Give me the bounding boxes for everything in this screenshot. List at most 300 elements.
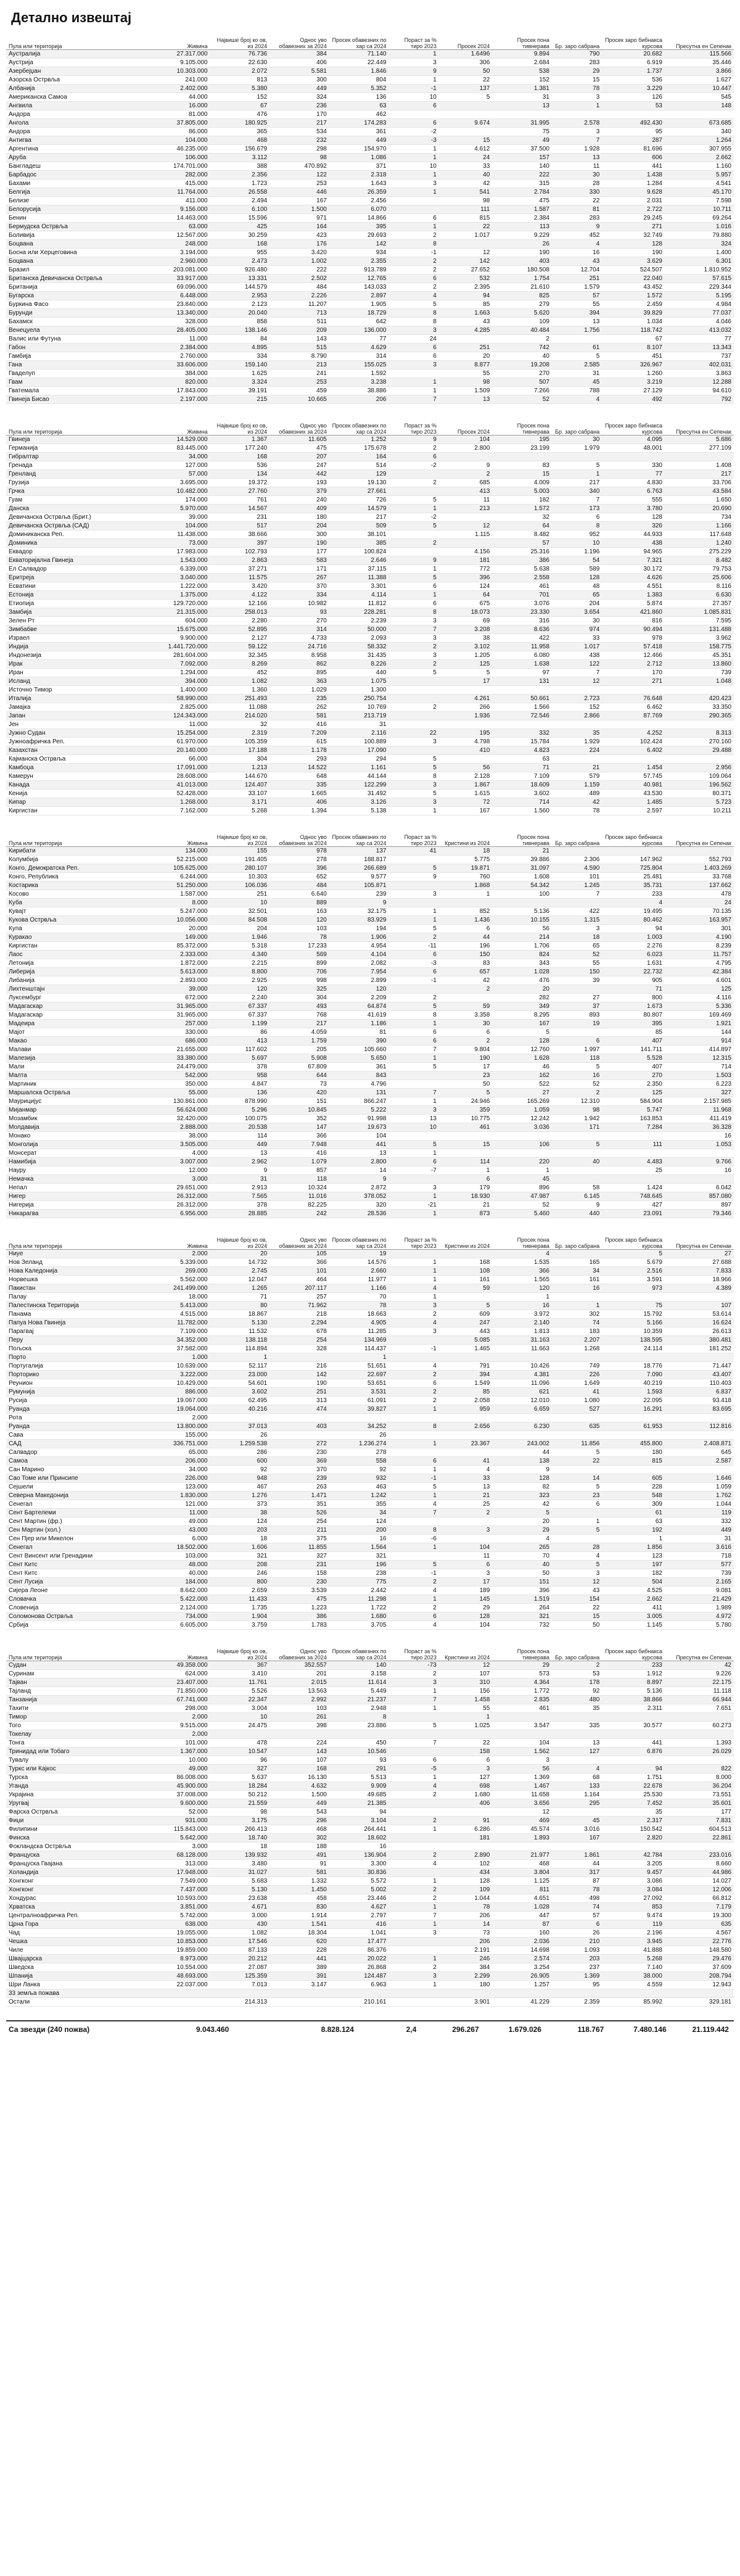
table-cell: 6.000 — [150, 1535, 210, 1543]
table-row — [6, 1929, 734, 1938]
table-cell: 5 — [492, 1509, 552, 1517]
table-cell: 29.488 — [665, 746, 734, 755]
table-cell: 407 — [602, 1063, 665, 1071]
table-cell: 11.000 — [150, 335, 210, 344]
table-cell: 16.130 — [269, 1773, 329, 1782]
table-cell — [665, 1466, 734, 1474]
table-row — [6, 1388, 734, 1397]
table-cell: 10.482.000 — [150, 487, 210, 496]
table-cell: 25 — [602, 1166, 665, 1175]
table-cell: 2.000 — [150, 1730, 210, 1739]
territory-name: Летонија — [6, 959, 150, 968]
table-cell — [492, 1353, 552, 1362]
table-row — [6, 1517, 734, 1526]
table-cell: 1.772 — [492, 1687, 552, 1696]
table-cell: 718 — [665, 1552, 734, 1561]
table-cell: 13 — [439, 395, 492, 404]
table-cell — [552, 110, 602, 119]
table-cell: 642 — [329, 318, 389, 326]
table-row — [6, 1722, 734, 1730]
table-cell: 493 — [269, 1002, 329, 1011]
column-header: Просек пона тивнерава — [492, 829, 552, 847]
table-cell — [665, 686, 734, 695]
table-cell: 9.600.000 — [150, 1799, 210, 1808]
territory-name: Португалија — [6, 1362, 150, 1371]
table-cell: 72 — [439, 798, 492, 807]
table-cell: 11.575 — [210, 574, 270, 582]
table-cell: 328 — [269, 1345, 329, 1353]
report-section — [6, 1232, 734, 1630]
table-cell: 296 — [269, 1817, 329, 1825]
table-cell: 95 — [602, 128, 665, 136]
table-cell: 430 — [210, 1920, 270, 1929]
table-cell: 449 — [269, 1799, 329, 1808]
table-row — [6, 1166, 734, 1175]
table-cell: 958 — [210, 1071, 270, 1080]
table-cell: 380.481 — [665, 1336, 734, 1345]
table-row — [6, 513, 734, 522]
territory-name: Аустралија — [6, 50, 150, 59]
table-cell — [269, 1989, 329, 1998]
table-cell: 2.662 — [602, 1595, 665, 1604]
table-cell: 78 — [269, 933, 329, 942]
table-cell: 168 — [210, 240, 270, 249]
table-cell: 31 — [210, 1175, 270, 1184]
table-cell: 266 — [439, 703, 492, 712]
table-cell: 7.140 — [602, 1963, 665, 1972]
table-row — [6, 1587, 734, 1595]
table-cell: 15 — [439, 136, 492, 145]
territory-name: Намибија — [6, 1158, 150, 1166]
table-cell: 1.085.831 — [665, 608, 734, 617]
table-cell — [388, 856, 438, 864]
table-cell — [492, 686, 552, 695]
table-cell: 86.376 — [329, 1946, 389, 1955]
table-cell: 21 — [552, 764, 602, 772]
territory-name: Шри Ланка — [6, 1981, 150, 1989]
table-cell: 66.000 — [150, 755, 210, 764]
table-cell: 8.958 — [269, 651, 329, 660]
table-cell: 87.769 — [602, 712, 665, 720]
table-cell: 235 — [269, 695, 329, 703]
table-cell: 27.652 — [439, 266, 492, 275]
table-cell: 61.091 — [329, 1397, 389, 1405]
table-cell: 267 — [269, 574, 329, 582]
table-cell — [388, 1834, 438, 1843]
table-cell: 2.127 — [210, 634, 270, 643]
table-cell: 725.804 — [602, 864, 665, 873]
table-cell: 5.780 — [665, 1621, 734, 1630]
table-cell: -1 — [388, 1569, 438, 1578]
territory-name: Либанија — [6, 976, 150, 985]
table-cell: 1.503 — [665, 1071, 734, 1080]
table-cell: 304 — [269, 994, 329, 1002]
table-cell: 19 — [552, 1020, 602, 1028]
table-row — [6, 1210, 734, 1218]
table-cell — [388, 720, 438, 729]
table-cell — [602, 1989, 665, 1998]
table-cell — [388, 530, 438, 539]
table-row — [6, 591, 734, 600]
table-cell: 7.549.000 — [150, 1877, 210, 1886]
table-row — [6, 916, 734, 925]
territory-name: Бенин — [6, 214, 150, 223]
table-cell: 14.463.000 — [150, 214, 210, 223]
column-header: Живина — [150, 1232, 210, 1250]
column-header: Пресутна ен Сепенак — [665, 829, 734, 847]
table-cell: 9.900.000 — [150, 634, 210, 643]
table-cell: 478 — [210, 1739, 270, 1748]
data-table — [6, 829, 734, 1218]
table-cell: 1.332 — [269, 1877, 329, 1886]
table-cell: 8.000 — [665, 1773, 734, 1782]
table-cell: 4.541 — [665, 180, 734, 188]
table-cell: 4.823 — [492, 746, 552, 755]
table-cell: 366 — [492, 1267, 552, 1276]
table-cell: 5 — [388, 522, 438, 530]
table-cell: 54 — [552, 556, 602, 565]
table-row — [6, 873, 734, 881]
table-row — [6, 781, 734, 790]
table-cell: 527 — [552, 1405, 602, 1414]
table-cell: 40.000 — [150, 1569, 210, 1578]
table-cell: 1.394 — [269, 807, 329, 815]
table-cell: 1 — [388, 76, 438, 85]
table-cell: 12.315 — [665, 1054, 734, 1063]
table-cell: 10.429.000 — [150, 1379, 210, 1388]
table-cell: 93 — [269, 608, 329, 617]
table-cell: 156.679 — [210, 145, 270, 154]
table-cell: 7.284 — [602, 1123, 665, 1132]
table-cell: 3.084 — [602, 1886, 665, 1894]
table-cell: 2.800 — [329, 1158, 389, 1166]
table-cell: 44.933 — [602, 530, 665, 539]
table-cell: 5.380 — [210, 85, 270, 93]
territory-name: Есватини — [6, 582, 150, 591]
table-cell: 214.313 — [210, 1998, 270, 2007]
column-header: Живина — [150, 829, 210, 847]
table-cell: 50.000 — [329, 625, 389, 634]
table-cell: 7.651 — [665, 1704, 734, 1713]
table-cell: 12 — [439, 522, 492, 530]
table-cell: 441 — [329, 1141, 389, 1149]
table-cell: 6.244.000 — [150, 873, 210, 881]
table-cell — [388, 1431, 438, 1440]
table-cell: 120 — [329, 985, 389, 994]
table-cell: 52 — [492, 1201, 552, 1210]
table-cell: 739 — [665, 1569, 734, 1578]
table-cell: 5.572 — [329, 1877, 389, 1886]
table-row — [6, 1552, 734, 1561]
table-cell: 147 — [269, 1123, 329, 1132]
table-cell: 853 — [602, 1903, 665, 1912]
table-cell: 2.866 — [552, 712, 602, 720]
table-row — [6, 1578, 734, 1587]
table-cell: 43 — [552, 257, 602, 266]
table-row — [6, 1972, 734, 1981]
table-cell: 57 — [552, 1912, 602, 1920]
table-cell: 11.532 — [210, 1327, 270, 1336]
table-cell: 91 — [439, 1817, 492, 1825]
table-cell: 9 — [492, 1466, 552, 1474]
territory-name: Ел Салвадор — [6, 565, 150, 574]
column-header: Пресутна ен Сепенак — [665, 1643, 734, 1661]
table-cell: 7.833 — [665, 1267, 734, 1276]
table-cell: 134 — [210, 470, 270, 479]
table-cell: 330 — [552, 188, 602, 197]
table-cell: 91.998 — [329, 1115, 389, 1123]
table-cell: 109 — [492, 318, 552, 326]
table-cell: 6.630 — [665, 591, 734, 600]
table-cell: 1.608 — [492, 873, 552, 881]
table-cell: 8.800 — [210, 968, 270, 976]
table-cell: 10.211 — [665, 807, 734, 815]
table-cell: 8 — [552, 522, 602, 530]
table-cell: 449 — [210, 1141, 270, 1149]
table-cell: 151 — [492, 1578, 552, 1587]
table-cell: 5.637 — [210, 1773, 270, 1782]
table-cell: 2.140 — [492, 1319, 552, 1327]
table-cell: 822 — [665, 1765, 734, 1773]
column-header: Највише број ко ов, из 2024 — [210, 1643, 270, 1661]
column-header: Пораст за % тиро 2023 — [388, 829, 438, 847]
table-cell: 22.040 — [602, 275, 665, 283]
table-cell: 38.101 — [329, 530, 389, 539]
table-cell: -6 — [388, 1535, 438, 1543]
table-cell: 40.216 — [210, 1405, 270, 1414]
table-cell: 1 — [602, 1535, 665, 1543]
table-cell: 2.913 — [210, 1184, 270, 1192]
table-cell: 110.403 — [665, 1379, 734, 1388]
table-row — [6, 1661, 734, 1670]
table-cell: 9 — [388, 873, 438, 881]
table-cell: 279 — [492, 300, 552, 309]
table-cell: 1 — [388, 1903, 438, 1912]
data-table — [6, 1232, 734, 1630]
table-cell: 195 — [439, 729, 492, 738]
table-cell: 9.474 — [602, 1912, 665, 1920]
table-cell: 1.086 — [329, 154, 389, 162]
table-cell: 181 — [439, 1834, 492, 1843]
table-cell: 124 — [329, 1517, 389, 1526]
table-row — [6, 1713, 734, 1722]
table-cell: 1.383 — [602, 591, 665, 600]
table-cell: 144.579 — [210, 283, 270, 292]
table-cell: 2 — [388, 539, 438, 548]
table-cell: 581 — [269, 712, 329, 720]
table-cell: 517 — [210, 522, 270, 530]
table-cell: 813 — [210, 76, 270, 85]
table-cell: 3.629 — [602, 257, 665, 266]
table-cell: 24.946 — [439, 1097, 492, 1106]
table-row — [6, 197, 734, 205]
table-cell: 190 — [602, 249, 665, 257]
table-cell: 1.509 — [439, 387, 492, 395]
table-row — [6, 59, 734, 67]
table-cell: 16.624 — [665, 1319, 734, 1327]
table-cell: -21 — [388, 1201, 438, 1210]
table-cell: 536 — [210, 461, 270, 470]
table-cell — [388, 1713, 438, 1722]
table-cell: 37.609 — [665, 1963, 734, 1972]
report-title: Детално извештај — [11, 10, 132, 25]
table-cell: 217 — [269, 1020, 329, 1028]
table-cell: 425 — [210, 223, 270, 231]
territory-name: Тонга — [6, 1739, 150, 1748]
table-cell — [439, 1431, 492, 1440]
table-cell: 3.194.000 — [150, 249, 210, 257]
table-cell: 1.367 — [210, 436, 270, 444]
table-cell — [552, 1989, 602, 1998]
table-cell — [665, 755, 734, 764]
table-cell: 5 — [439, 1089, 492, 1097]
table-row — [6, 582, 734, 591]
table-cell: 624.000 — [150, 1670, 210, 1678]
table-cell: 78 — [329, 1302, 389, 1310]
table-cell: 577 — [665, 1561, 734, 1569]
table-cell: 86 — [210, 1028, 270, 1037]
table-cell: 5.650 — [329, 1054, 389, 1063]
table-cell: 1.044 — [665, 1500, 734, 1509]
table-cell: 17.233 — [269, 942, 329, 951]
table-cell: 4 — [602, 899, 665, 907]
territory-name: Финска — [6, 1834, 150, 1843]
table-cell: 524.507 — [602, 266, 665, 275]
table-cell: 6.956.000 — [150, 1210, 210, 1218]
table-row — [6, 968, 734, 976]
table-cell: 22.347 — [210, 1696, 270, 1704]
table-cell: 5.352 — [329, 85, 389, 93]
territory-name: Кукова Острвља — [6, 916, 150, 925]
table-cell: 1.663 — [439, 309, 492, 318]
table-cell: 9.894 — [492, 50, 552, 59]
territory-name: Бермудска Острвља — [6, 223, 150, 231]
table-cell: 1.543.000 — [150, 556, 210, 565]
table-cell: 28 — [552, 1543, 602, 1552]
table-cell: 1.650 — [665, 496, 734, 505]
column-header: Бр. заро сабрана — [552, 1643, 602, 1661]
table-cell: 5.085 — [439, 1336, 492, 1345]
table-row — [6, 102, 734, 110]
table-cell: 33 — [439, 1474, 492, 1483]
table-cell: 10.426 — [492, 1362, 552, 1371]
table-cell: 1.893 — [492, 1834, 552, 1843]
table-row — [6, 695, 734, 703]
table-cell: 55 — [439, 369, 492, 378]
table-cell — [602, 110, 665, 119]
table-cell: 254 — [269, 1517, 329, 1526]
table-cell: 193 — [269, 479, 329, 487]
table-cell: 2.656 — [439, 1422, 492, 1431]
table-cell: 18.284 — [210, 1782, 270, 1791]
table-row — [6, 1466, 734, 1474]
table-row — [6, 1569, 734, 1578]
table-cell: 931.000 — [150, 1817, 210, 1825]
table-cell: 57.000 — [150, 470, 210, 479]
territory-name: Мијанмар — [6, 1106, 150, 1115]
table-cell: 830 — [269, 1903, 329, 1912]
table-cell: 6.837 — [665, 1388, 734, 1397]
table-cell — [439, 539, 492, 548]
table-cell: 3.547 — [492, 1722, 552, 1730]
territory-name: Никарагва — [6, 1210, 150, 1218]
table-cell: 1 — [388, 1440, 438, 1448]
table-cell: 206 — [329, 395, 389, 404]
table-cell — [388, 1071, 438, 1080]
table-cell: 18 — [210, 1535, 270, 1543]
table-row — [6, 1834, 734, 1843]
territory-name: Самоа — [6, 1457, 150, 1466]
table-cell — [665, 1414, 734, 1422]
table-cell: 18.609 — [492, 781, 552, 790]
table-cell: 5 — [388, 1141, 438, 1149]
table-cell: 1.541 — [269, 1920, 329, 1929]
table-cell: 4.796 — [329, 1080, 389, 1089]
table-cell: 287 — [602, 136, 665, 145]
table-cell: 298.000 — [150, 1704, 210, 1713]
table-cell: 7 — [388, 1046, 438, 1054]
table-cell: 1.471 — [269, 1492, 329, 1500]
totals-population: 9.043.460 — [195, 2025, 229, 2034]
table-cell: 253 — [269, 378, 329, 387]
table-cell: 11.016 — [269, 1192, 329, 1201]
table-cell — [388, 1552, 438, 1561]
table-cell: 163.853 — [602, 1115, 665, 1123]
table-cell: 222 — [492, 171, 552, 180]
table-cell: 233 — [602, 1661, 665, 1670]
table-cell: 81 — [552, 205, 602, 214]
table-cell: 11.438.000 — [150, 530, 210, 539]
territory-name: Колумбија — [6, 856, 150, 864]
table-cell: 6 — [388, 1756, 438, 1765]
table-cell: 11.207 — [269, 300, 329, 309]
table-cell: 270.160 — [665, 738, 734, 746]
table-cell: 310 — [439, 1678, 492, 1687]
table-cell: 10.665 — [269, 395, 329, 404]
table-cell: 31 — [665, 1535, 734, 1543]
column-header: Просек пона тивнерава — [492, 418, 552, 436]
table-cell — [388, 1080, 438, 1089]
table-cell: 114.437 — [329, 1345, 389, 1353]
table-cell: 205 — [269, 1046, 329, 1054]
report-section — [6, 32, 734, 404]
table-cell: 4.515.000 — [150, 1310, 210, 1319]
table-cell: 102.793 — [210, 548, 270, 556]
table-cell: 1.627 — [665, 76, 734, 85]
table-cell: 74 — [552, 1903, 602, 1912]
table-cell: 49.358.000 — [150, 1661, 210, 1670]
table-cell: 615 — [269, 738, 329, 746]
table-cell: 1.846 — [329, 67, 389, 76]
table-cell — [492, 1843, 552, 1851]
table-cell: 167 — [492, 1020, 552, 1028]
table-cell: 2.197.000 — [150, 395, 210, 404]
table-cell: 1.565 — [492, 1276, 552, 1284]
table-cell: 484 — [269, 881, 329, 890]
table-cell: 174.701.000 — [150, 162, 210, 171]
table-cell: 5.413.000 — [150, 1302, 210, 1310]
table-cell: 15.675.000 — [150, 625, 210, 634]
table-row — [6, 907, 734, 916]
table-cell: 4.954 — [329, 942, 389, 951]
table-cell: 213.719 — [329, 712, 389, 720]
column-header: Највише број ко ов, из 2024 — [210, 1232, 270, 1250]
table-cell: 29.651.000 — [150, 1184, 210, 1192]
table-cell: 6 — [388, 582, 438, 591]
table-cell: 2 — [388, 1578, 438, 1587]
table-cell: 409 — [269, 505, 329, 513]
table-cell — [552, 755, 602, 764]
